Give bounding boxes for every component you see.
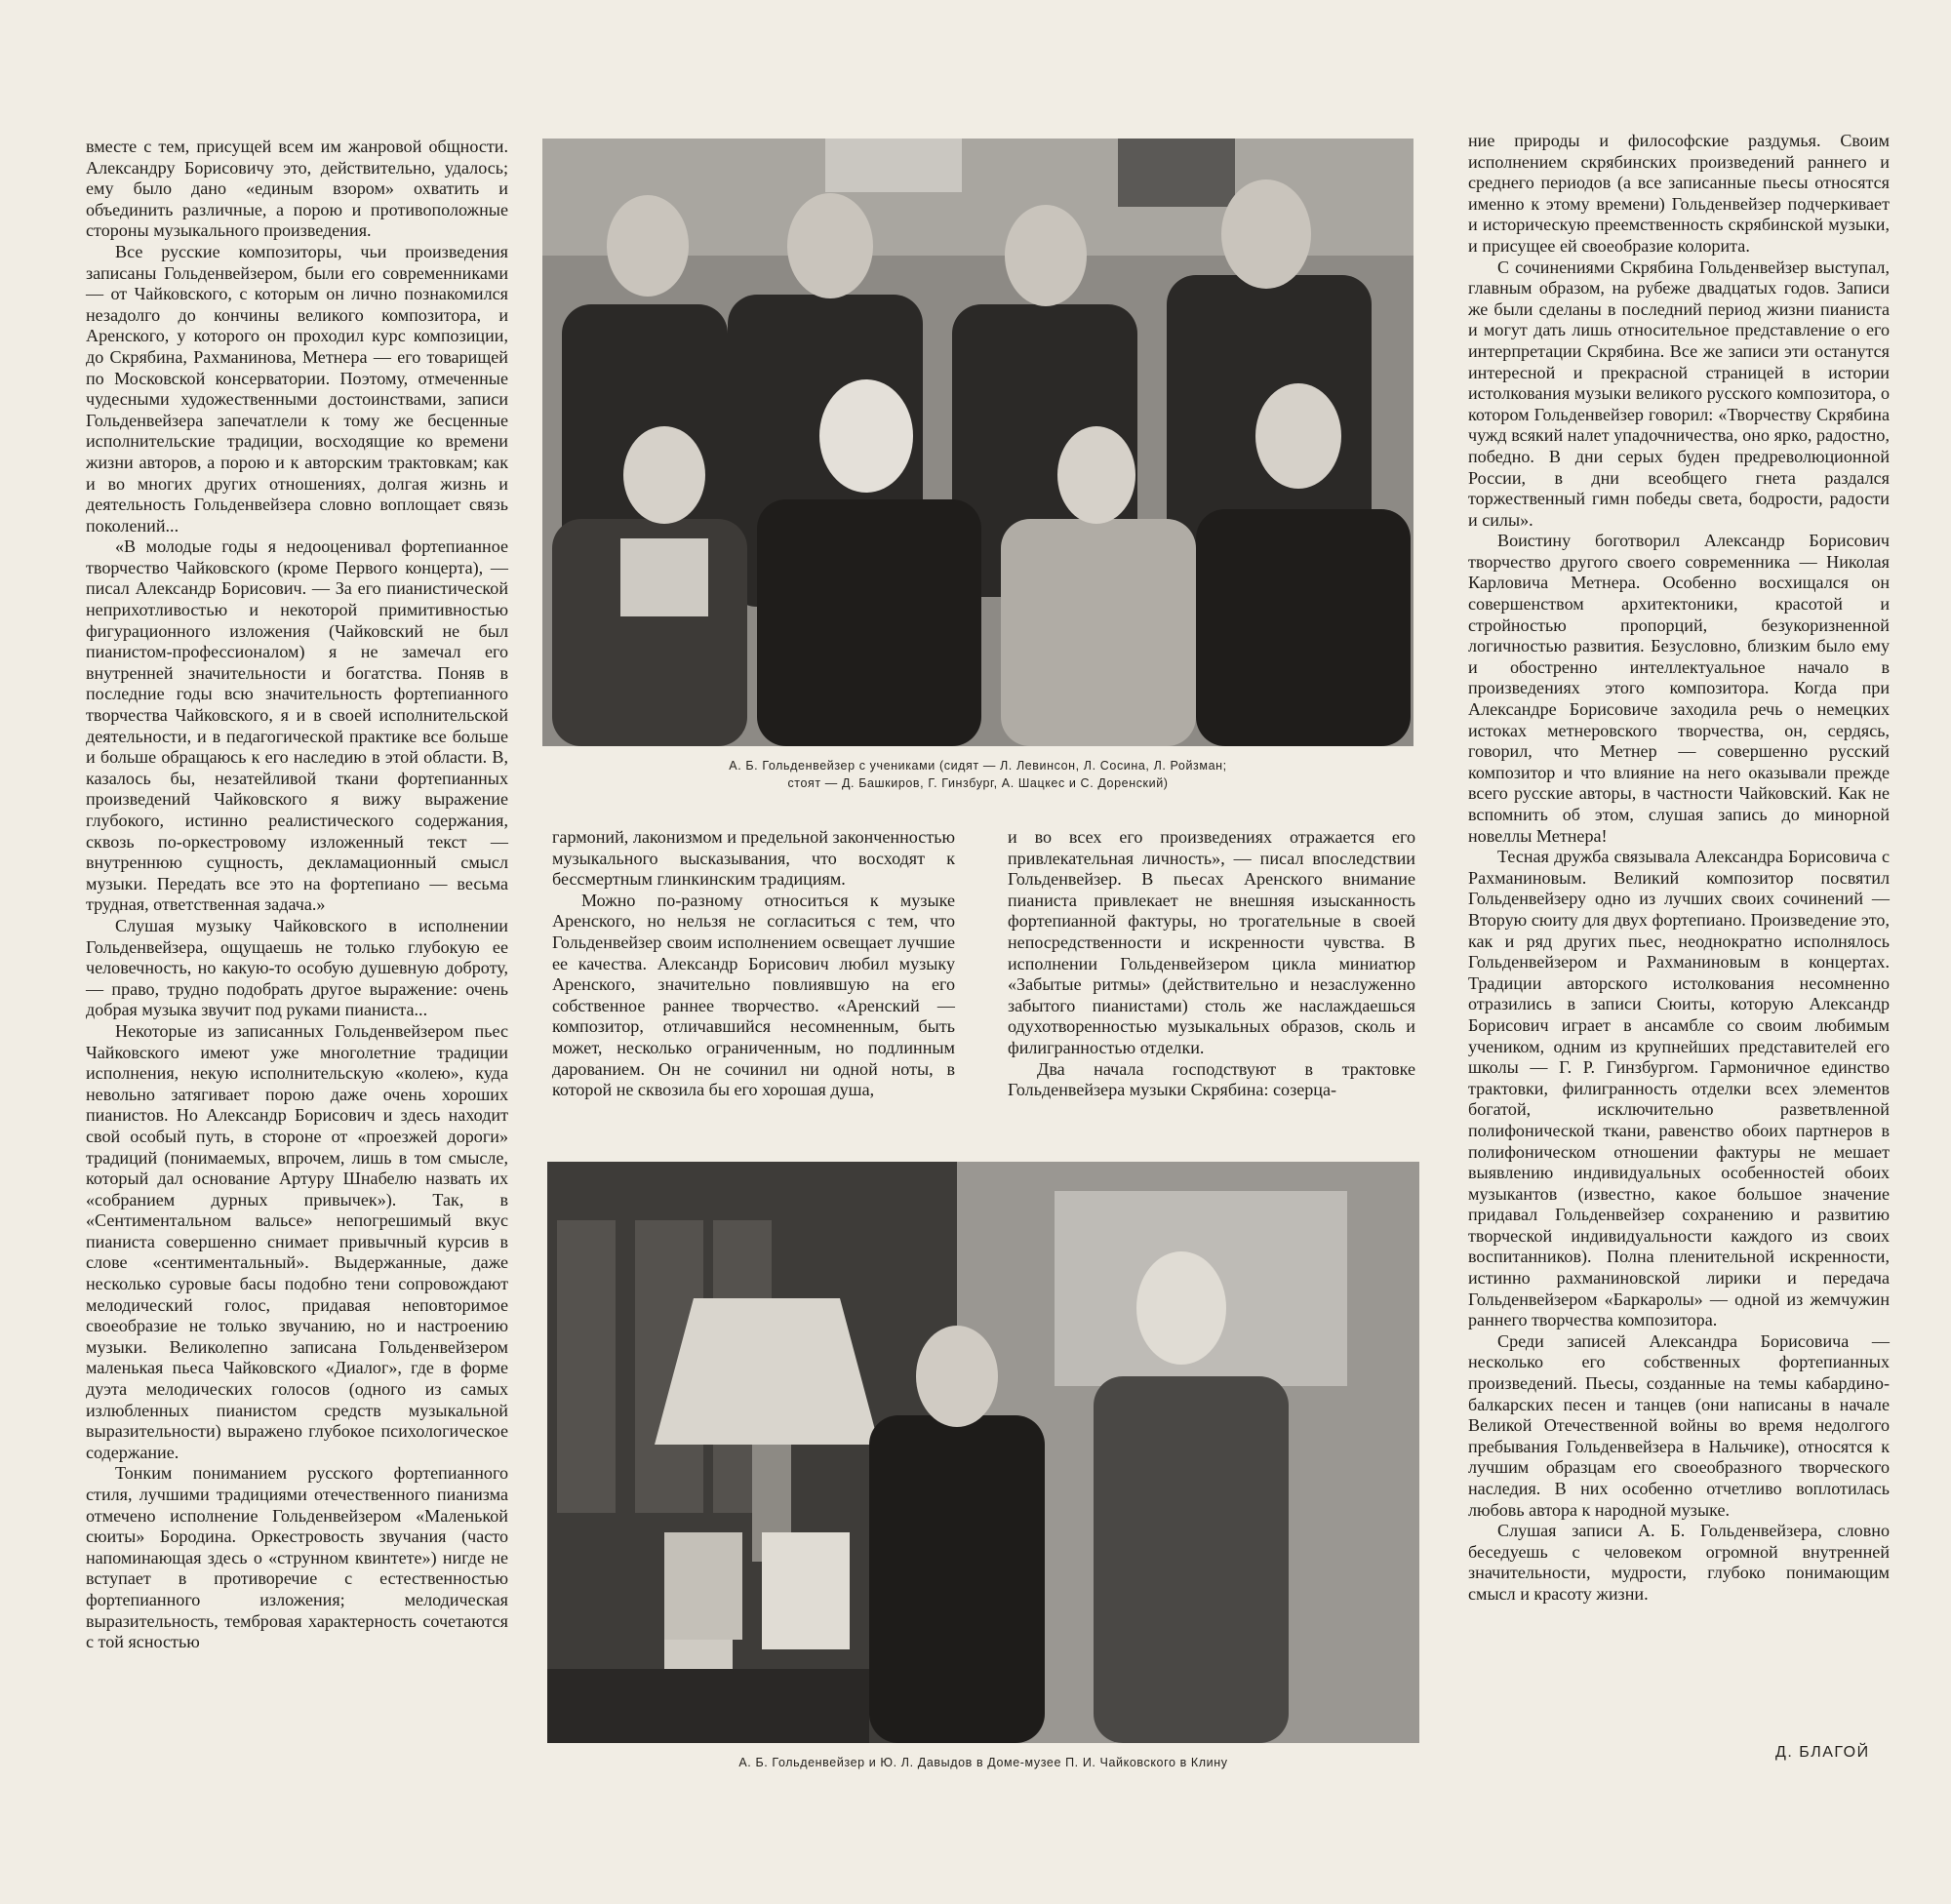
paragraph: С сочинениями Скрябина Гольденвейзер выступал, главным образом, на рубеже двадцатых годов. Записи же были сделаны в последний период жизни пианиста и могут дать лишь относительное представление о его интерпретации Скрябина. Все же записи эти останутся интересной и прекрасной страницей в истории истолкования музыки великого русского композитора, о котором Гольденвейзер говорил: «Творчеству Скрябина чужд всякий налет упадочничества, оно ярко, радостно, победно. В дни серых буден предреволюционной России, в дни всеобщего гнета раздался торжественный гимн победы света, бодрости, радости и силы».	[1468, 257, 1890, 530]
column-left	[86, 137, 508, 1653]
paragraph: гармоний, лаконизмом и предельной законченностью музыкального высказывания, что восходят к бессмертным глинкинским традициям.	[552, 827, 955, 890]
caption-line: А. Б. Гольденвейзер с учениками (сидят — Л. Левинсон, Л. Сосина, Л. Ройзман;	[729, 759, 1227, 773]
caption-line: стоят — Д. Башкиров, Г. Гинзбург, А. Шацкес и С. Доренский)	[787, 776, 1169, 790]
paragraph: Воистину боготворил Александр Борисович творчество другого своего современника — Николая Карловича Метнера. Особенно восхищался он совершенством архитектоники, красотой и стройностью пропорций, безукоризненной логичностью развития. Безусловно, близким было ему и обостренно интеллектуальное начало в произведениях этого композитора. Когда при Александре Борисовиче заходила речь о немецких истоках метнеровского творчества, он, сердясь, говорил, что Метнер — совершенно русский композитор и что влияние на него оказывали прежде всего русские авторы, в частности Чайковский. Как не вспомнить об этом, слушая запись до минорной новеллы Метнера!	[1468, 531, 1890, 846]
column-mid-right	[1008, 827, 1415, 1101]
paragraph: Некоторые из записанных Гольденвейзером пьес Чайковского имеют уже многолетние традиции исполнения, некую исполнительскую «колею», куда невольно затягивает порою даже очень хороших пианистов. Но Александр Борисович и здесь находит свой особый путь, в стороне от «проезжей дороги» традиций (понимаемых, впрочем, лишь в том смысле, который дал основание Артуру Шнабелю назвать их «собранием дурных привычек»). Так, в «Сентиментальном вальсе» непогрешимый вкус пианиста совершенно снимает привычный курсив в слове «сентиментальный». Выдержанные, даже несколько суровые басы подобно тени сопровождают мелодический голос, придавая неповторимое своеобразие не только звучанию, но и настроению музыки. Великолепно записана Гольденвейзером маленькая пьеса Чайковского «Диалог», где в форме дуэта мелодических голосов (одного из самых излюбленных пианистом средств музыкальной выразительности) выражено глубокое психологическое содержание.	[86, 1020, 508, 1462]
photo-group-portrait	[542, 139, 1413, 746]
paragraph: Тесная дружба связывала Александра Борисовича с Рахманиновым. Великий композитор посвятил Гольденвейзеру одно из лучших своих сочинений — Вторую сюиту для двух фортепиано. Произведение это, как и ряд других пьес, неоднократно исполнялось Гольденвейзером и Рахманиновым в концертах. Традиции авторского истолкования несомненно отразились в записи Сюиты, которую Александр Борисович играет в ансамбле со своим любимым учеником, одним из крупнейших представителей его школы — Г. Р. Гинзбургом. Гармоничное единство трактовки, филигранность отделки всех элементов богатой, исключительно разветвленной полифонической ткани, равенство обоих партнеров в полифоническом отношении фактуры не мешает выявлению индивидуальных особенностей обоих музыкантов (известно, какое большое значение придавал Гольденвейзер сохранению и развитию творческой индивидуальности каждого из своих воспитанников). Полна пленительной искренности, истинно рахманиновской лирики и передача Гольденвейзером «Баркаролы» — одной из жемчужин раннего творчества композитора.	[1468, 847, 1890, 1330]
paragraph: Слушая музыку Чайковского в исполнении Гольденвейзера, ощущаешь не только глубокую ее человечность, но какую-то особую душевную доброту, — право, трудно подобрать другое выражение: очень добрая музыка звучит под руками пианиста...	[86, 915, 508, 1020]
paragraph: Среди записей Александра Борисовича — несколько его собственных фортепианных произведений. Пьесы, созданные на темы кабардино-балкарских песен и танцев (они написаны в начале Великой Отечественной войны во время недолгого пребывания Гольденвейзера в Нальчике), относятся к лучшим образцам его своеобразного творческого наследия. В них особенно отчетливо воплотилась любовь автора к народной музыке.	[1468, 1330, 1890, 1520]
photo-museum-klin	[547, 1162, 1419, 1743]
column-right	[1468, 131, 1890, 1606]
paragraph: «В молодые годы я недооценивал фортепианное творчество Чайковского (кроме Первого концерта), — писал Александр Борисович. — За его пианистической неприхотливостью и некоторой примитивностью фигурационного изложения (Чайковский не был пианистом-профессионалом) я не замечал его внутренней значительности и богатства. Поняв в последние годы всю значительность фортепианного творчества Чайковского, я и в своей исполнительской деятельности, и в педагогической практике все больше и больше обращаюсь к его наследию в этой области. В, казалось бы, незатейливой ткани фортепианных произведений Чайковского я вижу выражение глубокого, истинно реалистического содержания, сквозь по-оркестровому изложенный текст — внутреннюю сущность, декламационный смысл музыки. Передать все это на фортепиано — весьма трудная, ответственная задача.»	[86, 536, 508, 915]
paragraph: вместе с тем, присущей всем им жанровой общности. Александру Борисовичу это, действительно, удалось; ему было дано «единым взором» охватить и объединить различные, а порою и противоположные стороны музыкального произведения.	[86, 137, 508, 241]
paragraph: ние природы и философские раздумья. Своим исполнением скрябинских произведений раннего и среднего периодов (а все записанные пьесы относятся именно к этому времени) Гольденвейзер подчеркивает и историческую преемственность скрябинской музыки, и присущее ей своеобразие колорита.	[1468, 131, 1890, 256]
column-mid-left	[552, 827, 955, 1101]
paragraph: Тонким пониманием русского фортепианного стиля, лучшими традициями отечественного пианизма отмечено исполнение Гольденвейзером «Маленькой сюиты» Бородина. Оркестровость звучания (часто напоминающая здесь о «струнном квинтете») нигде не вступает в противоречие с естественностью фортепианного изложения; мелодическая выразительность, тембровая характерность сочетаются с той ясностью	[86, 1463, 508, 1652]
author-signature: Д. БЛАГОЙ	[1775, 1744, 1870, 1761]
paragraph: Два начала господствуют в трактовке Гольденвейзера музыки Скрябина: созерца-	[1008, 1058, 1415, 1100]
paragraph: Слушая записи А. Б. Гольденвейзера, словно беседуешь с человеком огромной внутренней значительности, мудрости, глубоко понимающим смысл и красоту жизни.	[1468, 1521, 1890, 1604]
museum-photo-image	[547, 1162, 1419, 1743]
photo-top-caption	[542, 757, 1413, 792]
photo-bottom-caption	[547, 1754, 1419, 1771]
caption-line: А. Б. Гольденвейзер и Ю. Л. Давыдов в Доме-музее П. И. Чайковского в Клину	[738, 1756, 1228, 1769]
paragraph: Можно по-разному относиться к музыке Аренского, но нельзя не согласиться с тем, что Гольденвейзер своим исполнением освещает лучшие ее качества. Александр Борисович любил музыку Аренского, значительно повлиявшую на его собственное раннее творчество. «Аренский — композитор, отличавшийся несомненным, быть может, несколько ограниченным, но подлинным дарованием. Он не сочинил ни одной ноты, в которой не сквозила бы его хорошая душа,	[552, 890, 955, 1100]
group-portrait-image	[542, 139, 1413, 746]
paragraph: Все русские композиторы, чьи произведения записаны Гольденвейзером, были его современниками — от Чайковского, с которым он лично познакомился незадолго до кончины великого композитора, и Аренского, у которого он проходил курс композиции, до Скрябина, Рахманинова, Метнера — его товарищей по Московской консерватории. Поэтому, отмеченные чудесными художественными достоинствами, записи Гольденвейзера запечатлели к тому же бесценные исполнительские традиции, восходящие ко времени жизни авторов, а порою и к авторским трактовкам; как и во многих других отношениях, долгая жизнь и деятельность Гольденвейзера словно воплощает связь поколений...	[86, 241, 508, 536]
paragraph: и во всех его произведениях отражается его привлекательная личность», — писал впоследствии Гольденвейзер. В пьесах Аренского внимание пианиста привлекает не внешняя изысканность фортепианной фактуры, но трогательные в своей непосредственности и искренности чувства. В исполнении Гольденвейзером цикла миниатюр «Забытые ритмы» (действительно и незаслуженно забытого пианистами) столь же наслаждаешься одухотворенностью музыкальных образов, сколь и филигранностью отделки.	[1008, 827, 1415, 1057]
